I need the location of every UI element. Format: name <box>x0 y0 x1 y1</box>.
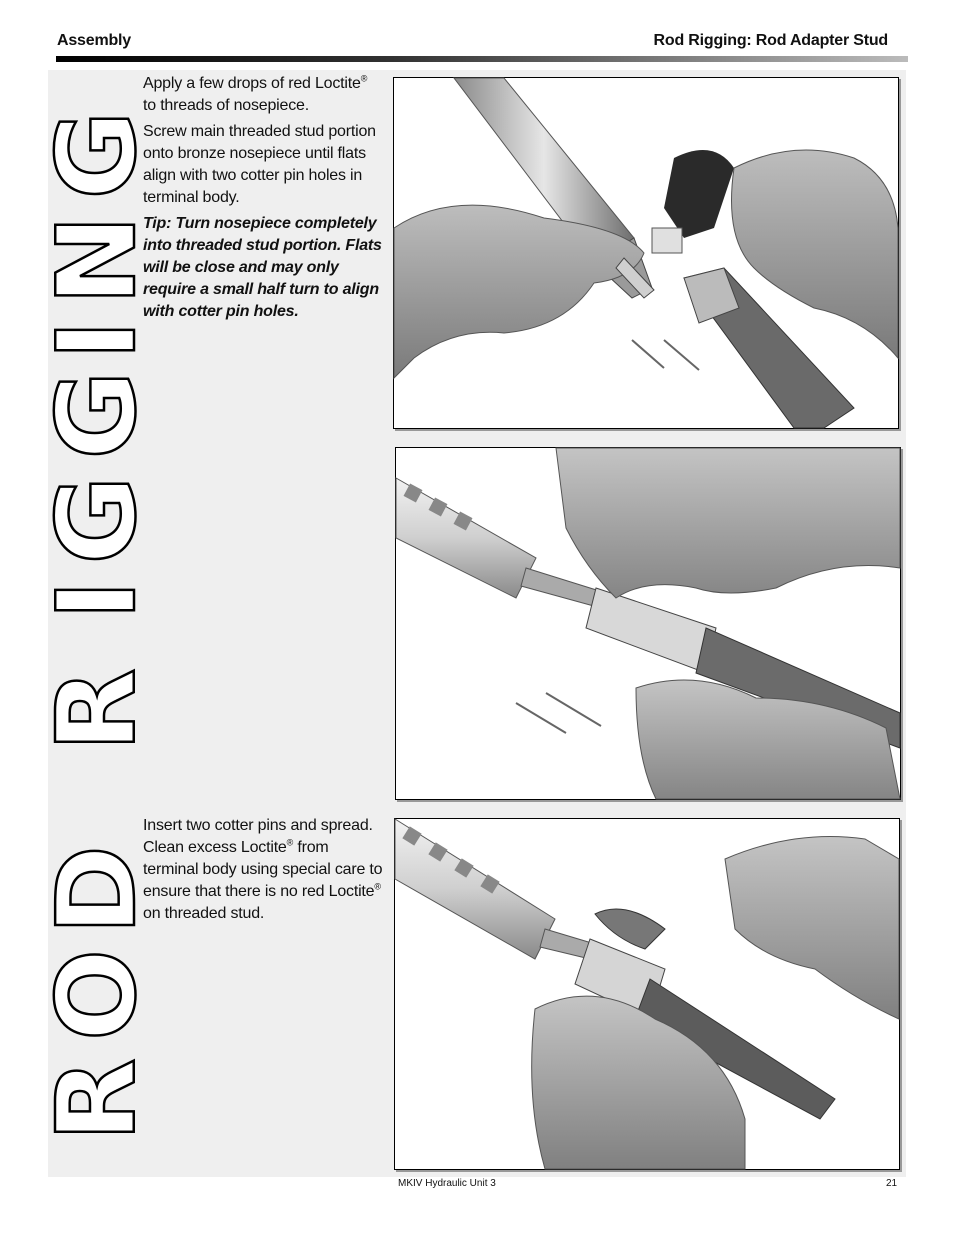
topic-title: Rod Rigging: Rod Adapter Stud <box>653 32 888 49</box>
side-title-letter: I <box>35 579 160 621</box>
step-1-para-1 <box>143 73 383 117</box>
side-title-letter: O <box>35 949 160 1041</box>
step-1-para-2: Screw main threaded stud portion onto bronze nosepiece until flats align with two cotter pin holes in terminal body. <box>143 123 376 206</box>
side-title-letter: D <box>35 845 160 935</box>
step-1-tip: Tip: Turn nosepiece completely into threaded stud portion. Flats will be close and may only require a small half turn to align with cotter pin holes. <box>143 215 382 320</box>
step-2-para <box>143 815 383 925</box>
step-2-text-a: Insert two cotter pins and spread. Clean excess Loctite <box>143 817 373 856</box>
side-title-letter: R <box>35 668 160 752</box>
side-title-letter: G <box>35 475 160 565</box>
side-title-letter: I <box>35 319 160 361</box>
photo-cotter-pins <box>394 818 900 1170</box>
side-title-letter: R <box>35 1058 160 1142</box>
registered-mark: ® <box>286 837 294 848</box>
photo-apply-loctite <box>393 77 899 429</box>
registered-mark: ® <box>360 73 368 84</box>
registered-mark: ® <box>374 881 381 892</box>
side-title-letter: G <box>35 370 160 460</box>
step-2-text <box>143 815 383 929</box>
step-2-text-b: from terminal body using special care to ensure that there is no red Loctite <box>143 839 383 900</box>
step-1-text-a: Apply a few drops of red Loctite <box>143 75 361 92</box>
section-title: Assembly <box>57 32 131 49</box>
footer-page-number: 21 <box>886 1178 898 1189</box>
step-1-text <box>143 73 383 327</box>
header-rule <box>56 56 908 62</box>
step-1-text-b: to threads of nosepiece. <box>143 97 309 114</box>
step-2-text-c: on threaded stud. <box>143 905 265 922</box>
side-title-letter: G <box>35 110 160 200</box>
photo-screw-stud <box>395 447 901 800</box>
side-title-graphic <box>35 100 160 1142</box>
side-title-rod-rigging <box>35 100 160 1142</box>
side-title-letter: N <box>35 214 160 306</box>
footer-document-name: MKIV Hydraulic Unit 3 <box>398 1178 496 1189</box>
